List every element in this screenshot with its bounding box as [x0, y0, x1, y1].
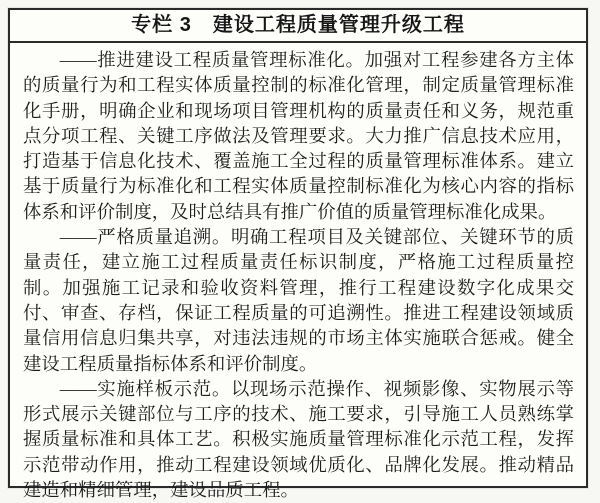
- paragraph-quality-standardization: ——推进建设工程质量管理标准化。加强对工程参建各方主体的质量行为和工程实体质量控制的标准化管理，制定质量管理标准化手册，明确企业和现场项目管理机构的质量责任和义务，规范重点分项工程、关键工序做法及管理要求。大力推广信息技术应用，打造基于信息化技术、覆盖施工全过程的质量管理标准体系。建立基于质量行为标准化和工程实体质量控制标准化为核心内容的指标体系和评价制度，及时总结具有推广价值的质量管理标准化成果。: [23, 50, 574, 222]
- column-box: [8, 8, 588, 501]
- paragraph-model-demonstration: ——实施样板示范。以现场示范操作、视频影像、实物展示等形式展示关键部位与工序的技术、施工要求，引导施工人员熟练掌握质量标准和具体工艺。积极实施质量管理标准化示范工程，发挥示范带动作用，推动工程建设领域优质化、品牌化发展。推动精品建造和精细管理，建设品质工程。: [23, 378, 574, 501]
- paragraph-quality-traceability: ——严格质量追溯。明确工程项目及关键部位、关键环节的质量责任，建立施工过程质量责任标识制度，严格施工过程质量控制。加强施工记录和验收资料管理，推行工程建设数字化成果交付、审查、存档，保证工程质量的可追溯性。推进工程建设领域质量信用信息归集共享，对违法违规的市场主体实施联合惩戒。健全建设工程质量指标体系和评价制度。: [23, 227, 574, 374]
- column-body: [10, 43, 586, 503]
- column-title: 专栏 3 建设工程质量管理升级工程: [10, 10, 586, 43]
